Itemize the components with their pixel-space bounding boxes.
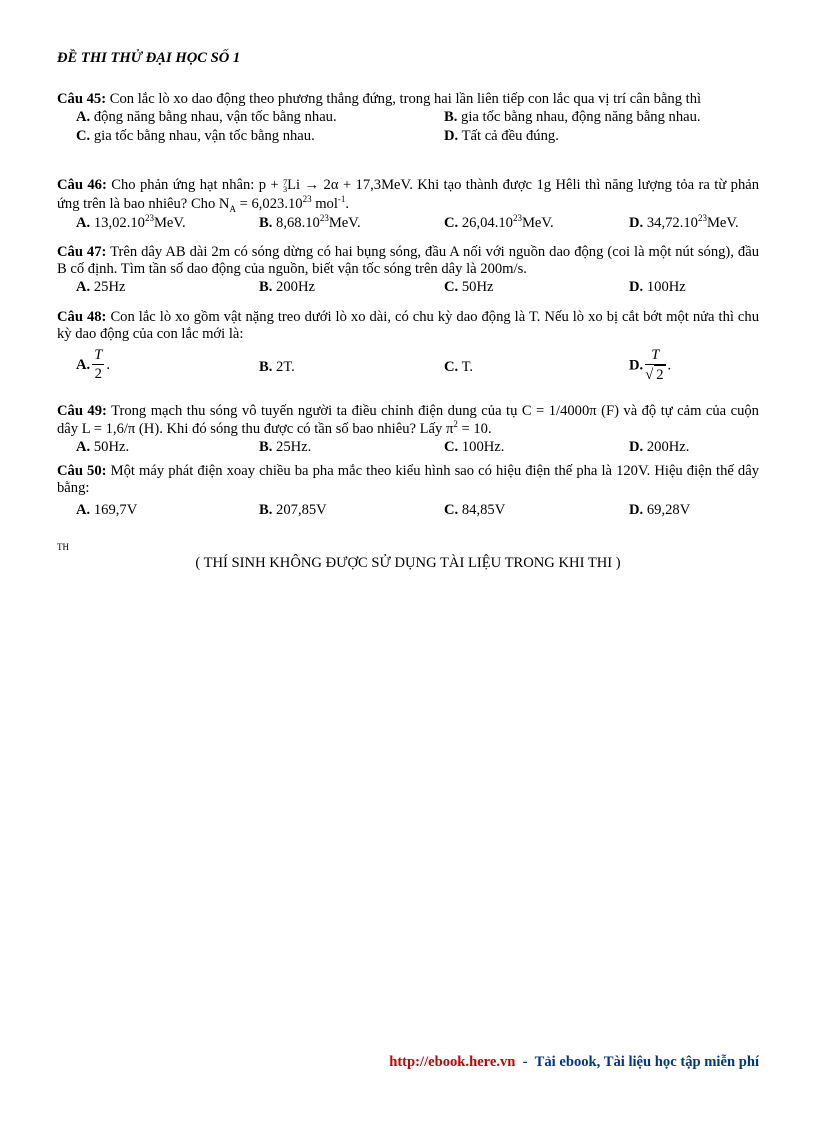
question-label: Câu 46:	[57, 177, 107, 193]
option-b: B. 207,85V	[259, 502, 327, 518]
option-c: C. gia tốc bằng nhau, vận tốc bằng nhau.	[76, 128, 315, 144]
question-text: Câu 46: Cho phản ứng hạt nhân: p + 7 3 Li → 2α + 17,3MeV. Khi tạo thành được 1g Hêli thì năng lượng tỏa ra từ phản ứng trên là bao nhiêu? Cho $N_A = 6,023.10^{23}$ mol$^{-1}$.	[57, 177, 760, 214]
nuclear-reaction: p + 7 3 Li → 2α + 17,3MeV	[258, 177, 410, 194]
option-d: D. Tất cả đều đúng.	[444, 128, 559, 144]
question-48	[57, 309, 759, 391]
options-row	[57, 502, 759, 520]
fraction: $\frac{T}{2}$	[94, 347, 103, 382]
question-label: Câu 48:	[57, 309, 107, 325]
question-label: Câu 47:	[57, 244, 107, 260]
exam-title: ĐỀ THI THỬ ĐẠI HỌC SỐ 1	[57, 50, 241, 66]
option-d: D. 100Hz	[629, 279, 686, 295]
option-d: D. 200Hz.	[629, 439, 690, 455]
footer-link[interactable]: http://ebook.here.vn	[389, 1054, 516, 1070]
question-text: Câu 48: Con lắc lò xo gồm vật nặng treo dưới lò xo dài, có chu kỳ dao động là T. Nếu lò xo bị cắt bớt một nửa thì chu kỳ dao động của con lắc mới là:	[57, 309, 760, 342]
question-50	[57, 463, 759, 520]
options-row	[57, 279, 759, 297]
option-b: B. gia tốc bằng nhau, động năng bằng nhau.	[444, 109, 701, 125]
option-c: C. 26,04.10$^{23}$MeV.	[444, 213, 554, 231]
question-label: Câu 45:	[57, 91, 107, 107]
option-a: A. $\frac{T}{2}$ .	[76, 347, 110, 382]
option-c: C. 84,85V	[444, 502, 506, 518]
option-c: C. T.	[444, 359, 474, 375]
option-a: A. 25Hz	[76, 279, 126, 295]
question-49	[57, 402, 759, 457]
page-footer	[389, 1054, 759, 1071]
question-text: Câu 50: Một máy phát điện xoay chiều ba pha mắc theo kiểu hình sao có hiệu điện thế pha là 120V. Hiệu điện thế dây bằng:	[57, 463, 759, 496]
question-47	[57, 244, 759, 297]
option-a: A. 169,7V	[76, 502, 138, 518]
options-row	[57, 347, 759, 391]
option-d: D. $\frac{T}{√ 2}$ .	[629, 347, 672, 383]
question-46	[57, 176, 759, 233]
option-a: A. động năng bằng nhau, vận tốc bằng nhau.	[76, 109, 337, 125]
fraction: $\frac{T}{√ 2}$	[645, 347, 664, 383]
exam-notice: ( THÍ SINH KHÔNG ĐƯỢC SỬ DỤNG TÀI LIỆU TRONG KHI THI )	[195, 555, 621, 571]
question-body: Con lắc lò xo dao động theo phương thẳng đứng, trong hai lần liên tiếp con lắc qua vị trí cân bằng thì	[109, 91, 702, 107]
option-b: B. 25Hz.	[259, 439, 312, 455]
option-d: D. 69,28V	[629, 502, 691, 518]
footer-separator: -	[515, 1054, 535, 1070]
option-b: B. 2T.	[259, 359, 295, 375]
option-b: B. 200Hz	[259, 279, 315, 295]
question-text	[57, 91, 759, 108]
option-b: B. 8,68.10$^{23}$MeV.	[259, 213, 361, 231]
question-text: Câu 49: Trong mạch thu sóng vô tuyến người ta điều chỉnh điện dung của tụ C = 1/4000π (F) và độ tự cảm của cuộn dây L = 1,6/π (H). Khi đó sóng thu được có tần số bao nhiêu? Lấy $\pi^2 = 10$.	[57, 403, 759, 437]
options-row	[57, 215, 759, 233]
sqrt-symbol: √	[645, 367, 654, 383]
question-label: Câu 50:	[57, 463, 107, 479]
option-a: A. 13,02.10$^{23}$MeV.	[76, 213, 186, 231]
options-row	[57, 128, 759, 146]
question-text: Câu 47: Trên dây AB dài 2m có sóng dừng có hai bụng sóng, đầu A nối với nguồn dao động (coi là một nút sóng), đầu B cố định. Tìm tần số dao động của nguồn, biết vận tốc sóng trên dây là 200m/s.	[57, 244, 759, 277]
option-c: C. 100Hz.	[444, 439, 505, 455]
question-label: Câu 49:	[57, 403, 107, 419]
option-a: A. 50Hz.	[76, 439, 130, 455]
option-d: D. 34,72.10$^{23}$MeV.	[629, 213, 739, 231]
footer-tagline: Tải ebook, Tài liệu học tập miễn phí	[534, 1054, 759, 1070]
th-mark: TH	[57, 542, 69, 552]
options-row	[57, 109, 759, 127]
question-45	[57, 91, 759, 146]
options-row	[57, 439, 759, 457]
option-c: C. 50Hz	[444, 279, 494, 295]
